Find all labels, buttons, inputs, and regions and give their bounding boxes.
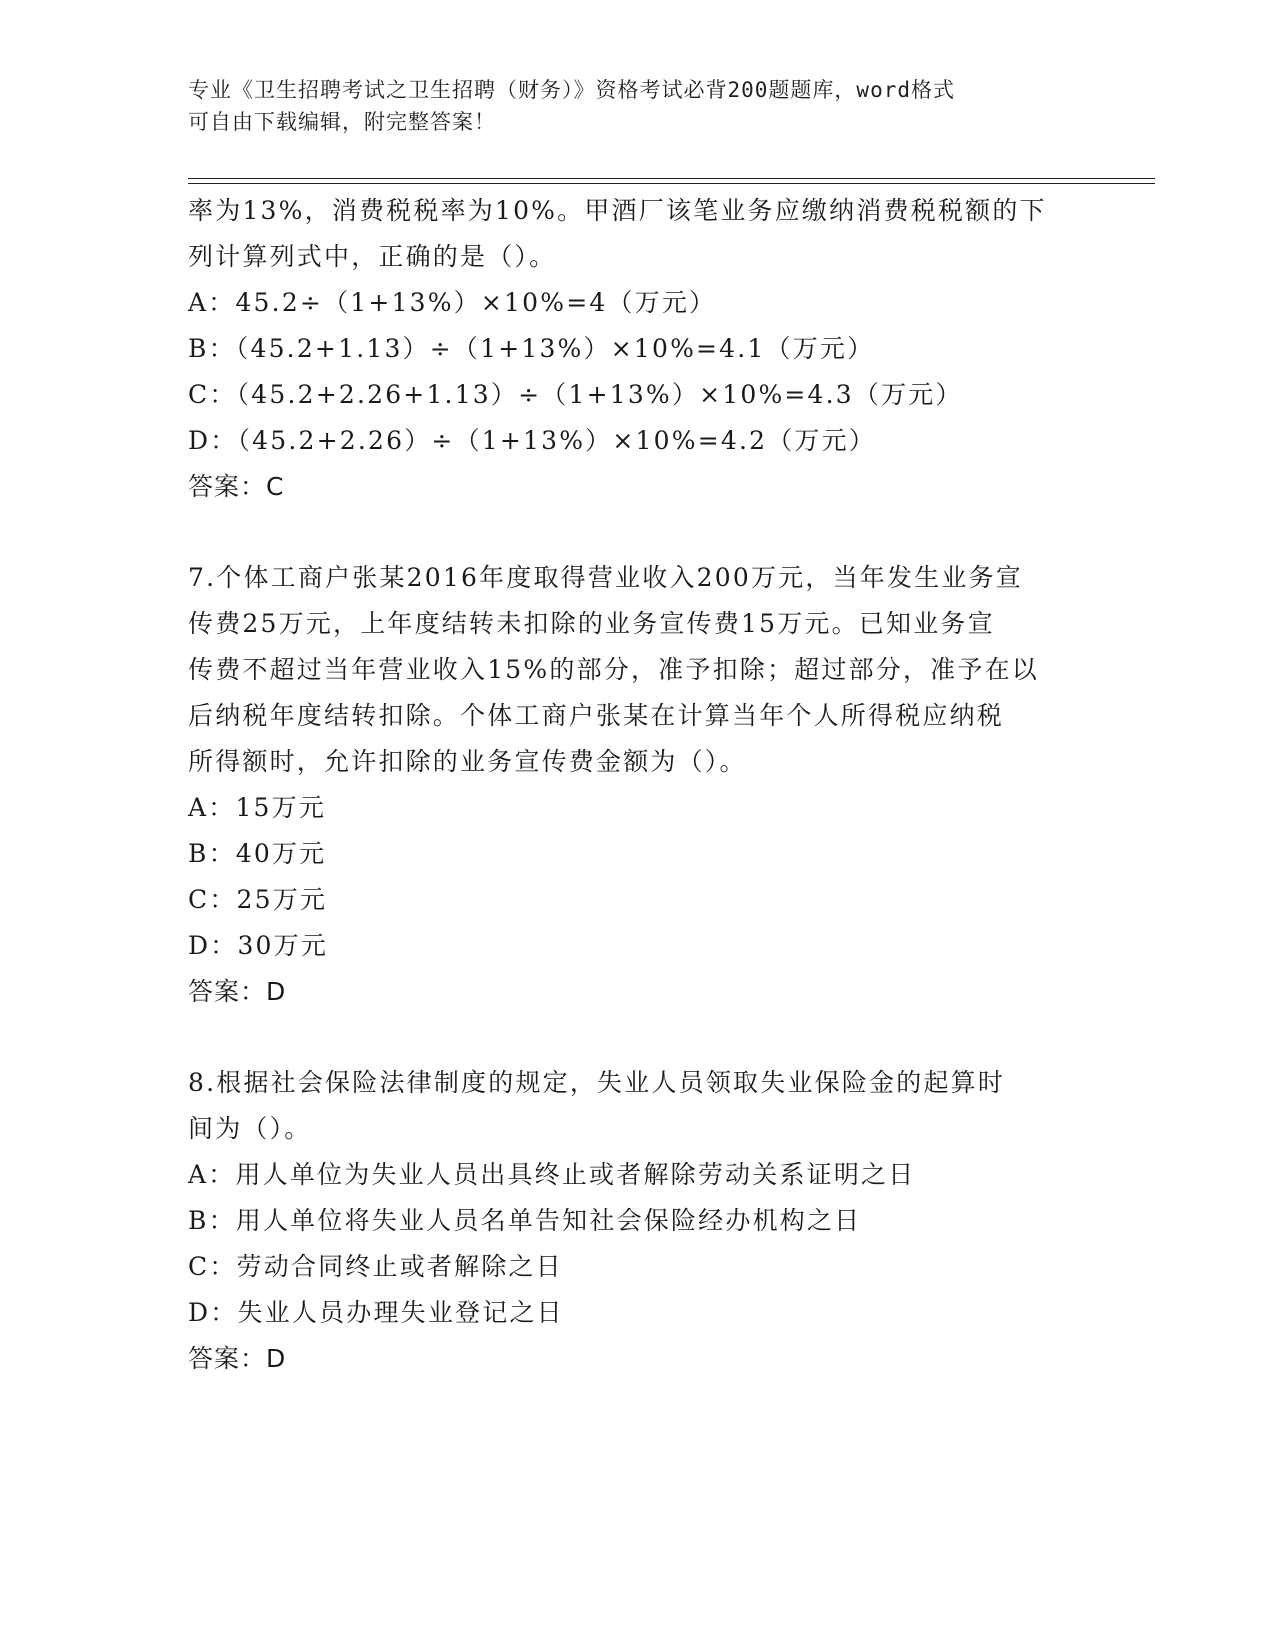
answer-line: 答案：C bbox=[188, 472, 285, 501]
header-title-line-2: 可自由下载编辑，附完整答案！ bbox=[188, 110, 496, 134]
question-stem-line: 所得额时，允许扣除的业务宣传费金额为（）。 bbox=[188, 747, 747, 776]
header-divider-top bbox=[188, 178, 1155, 179]
answer-line: 答案：D bbox=[188, 1344, 287, 1373]
option-c: C：（45.2+2.26+1.13）÷（1+13%）×10%=4.3（万元） bbox=[188, 380, 963, 409]
spacer bbox=[188, 510, 1088, 555]
question-stem-line: 后纳税年度结转扣除。个体工商户张某在计算当年个人所得税应纳税 bbox=[188, 701, 1005, 730]
question-fragment bbox=[188, 188, 1088, 510]
header-divider-bottom bbox=[188, 183, 1155, 184]
option-c: C：25万元 bbox=[188, 885, 328, 914]
spacer bbox=[188, 1015, 1088, 1060]
option-d: D：30万元 bbox=[188, 931, 329, 960]
option-b: B：40万元 bbox=[188, 839, 327, 868]
header-title-line-1: 专业《卫生招聘考试之卫生招聘（财务）》资格考试必背200题题库，word格式 bbox=[188, 78, 955, 102]
question-stem-line: 列计算列式中，正确的是（）。 bbox=[188, 242, 557, 271]
question-stem-line: 传费不超过当年营业收入15%的部分，准予扣除；超过部分，准予在以 bbox=[188, 655, 1039, 684]
option-a: A：15万元 bbox=[188, 793, 327, 822]
question-stem-line: 7.个体工商户张某2016年度取得营业收入200万元，当年发生业务宣 bbox=[188, 563, 1023, 592]
question-8 bbox=[188, 1060, 1088, 1382]
option-a: A：用人单位为失业人员出具终止或者解除劳动关系证明之日 bbox=[188, 1160, 916, 1189]
document-body bbox=[188, 188, 1088, 1382]
option-c: C：劳动合同终止或者解除之日 bbox=[188, 1252, 563, 1281]
option-d: D：失业人员办理失业登记之日 bbox=[188, 1298, 564, 1327]
question-7 bbox=[188, 555, 1088, 1015]
option-b: B：用人单位将失业人员名单告知社会保险经办机构之日 bbox=[188, 1206, 862, 1235]
question-stem-line: 8.根据社会保险法律制度的规定，失业人员领取失业保险金的起算时 bbox=[188, 1068, 1006, 1097]
question-stem-line: 传费25万元，上年度结转未扣除的业务宣传费15万元。已知业务宣 bbox=[188, 609, 995, 638]
option-d: D：（45.2+2.26）÷（1+13%）×10%=4.2（万元） bbox=[188, 426, 877, 455]
question-stem-line: 间为（）。 bbox=[188, 1114, 312, 1143]
option-a: A：45.2÷（1+13%）×10%=4（万元） bbox=[188, 288, 717, 317]
option-b: B：（45.2+1.13）÷（1+13%）×10%=4.1（万元） bbox=[188, 334, 875, 363]
document-header bbox=[188, 74, 1068, 138]
answer-line: 答案：D bbox=[188, 977, 287, 1006]
question-stem-line: 率为13%，消费税税率为10%。甲酒厂该笔业务应缴纳消费税税额的下 bbox=[188, 196, 1047, 225]
